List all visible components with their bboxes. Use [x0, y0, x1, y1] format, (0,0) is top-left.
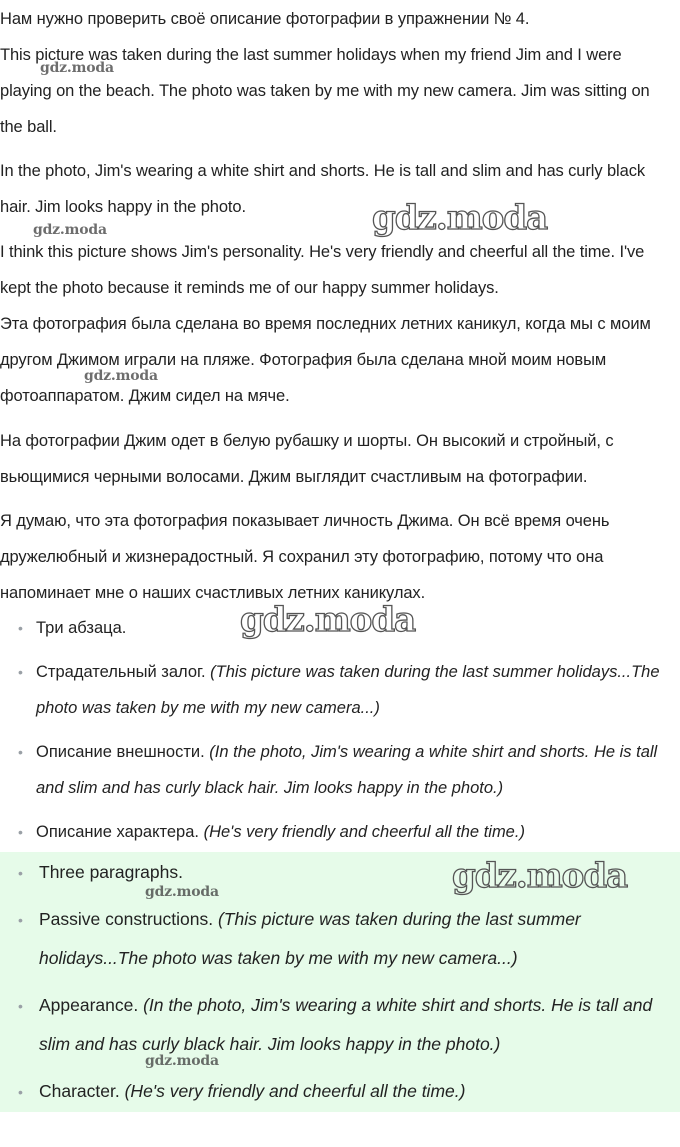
list-item-quote: (In the photo, Jim's wearing a white shirt and shorts. He is tall and slim and has curly black hair. Jim looks happy in the photo.) — [39, 995, 653, 1054]
list-item-label: Описание характера. — [36, 823, 204, 841]
list-item-label: Passive constructions. — [39, 909, 218, 929]
english-paragraph-3: I think this picture shows Jim's personality. He's very friendly and cheerful all the time. I've kept the photo because it reminds me of our happy summer holidays. — [0, 243, 645, 297]
watermark-logo: gdz.moda — [40, 60, 114, 76]
list-item-label: Character. — [39, 1081, 125, 1101]
watermark-logo: gdz.moda — [84, 368, 158, 384]
bullet-icon: • — [18, 620, 23, 636]
list-item — [0, 986, 680, 1064]
russian-paragraph-2: На фотографии Джим одет в белую рубашку и шорты. Он высокий и стройный, с вьющимися черными волосами. Джим выглядит счастливым на фотографии. — [0, 432, 614, 486]
list-item-label: Три абзаца. — [36, 619, 127, 637]
watermark-logo: gdz.moda — [145, 884, 219, 900]
russian-paragraph-3: Я думаю, что эта фотография показывает личность Джима. Он всё время очень дружелюбный и жизнерадостный. Я сохранил эту фотографию, потому что она напоминает мне о наших счастливых летних каникулах. — [0, 512, 610, 602]
bullet-icon: • — [18, 865, 23, 881]
list-item — [0, 814, 680, 850]
list-item-label: Appearance. — [39, 995, 144, 1015]
checklist-russian — [0, 610, 680, 858]
list-item-quote: (In the photo, Jim's wearing a white shirt and shorts. He is tall and slim and has curly black hair. Jim looks happy in the photo.) — [36, 743, 658, 797]
list-item — [0, 1072, 680, 1111]
bullet-icon: • — [18, 1084, 23, 1100]
watermark-logo: gdz.moda — [33, 222, 107, 238]
watermark-logo: gdz.moda — [240, 600, 416, 640]
english-paragraph-1: This picture was taken during the last summer holidays when my friend Jim and I were playing on the beach. The photo was taken by me with my new camera. Jim was sitting on the ball. — [0, 46, 650, 136]
bullet-icon: • — [18, 664, 23, 680]
russian-paragraph-1: Эта фотография была сделана во время последних летних каникул, когда мы с моим другом Джимом играли на пляже. Фотография была сделана мной моим новым фотоаппаратом. Джим сидел на мяче. — [0, 315, 651, 405]
list-item — [0, 654, 680, 726]
list-item-label: Описание внешности. — [36, 743, 210, 761]
list-item-quote: (This picture was taken during the last summer holidays...The photo was taken by me with my new camera...) — [39, 909, 581, 968]
bullet-icon: • — [18, 912, 23, 928]
intro-line: Нам нужно проверить своё описание фотографии в упражнении № 4. — [0, 10, 530, 28]
english-paragraph-2: In the photo, Jim's wearing a white shirt and shorts. He is tall and slim and has curly black hair. Jim looks happy in the photo. — [0, 162, 645, 216]
watermark-logo: gdz.moda — [452, 856, 628, 896]
bullet-icon: • — [18, 998, 23, 1014]
list-item-label: Three paragraphs. — [39, 862, 183, 882]
list-item-quote: (He's very friendly and cheerful all the time.) — [124, 1081, 466, 1101]
bullet-icon: • — [18, 744, 23, 760]
watermark-logo: gdz.moda — [145, 1053, 219, 1069]
list-item-quote: (This picture was taken during the last summer holidays...The photo was taken by me with my new camera...) — [36, 663, 660, 717]
list-item-quote: (He's very friendly and cheerful all the time.) — [203, 823, 525, 841]
watermark-logo: gdz.moda — [372, 198, 548, 238]
list-item — [0, 900, 680, 978]
bullet-icon: • — [18, 824, 23, 840]
list-item — [0, 734, 680, 806]
list-item-label: Страдательный залог. — [36, 663, 211, 681]
